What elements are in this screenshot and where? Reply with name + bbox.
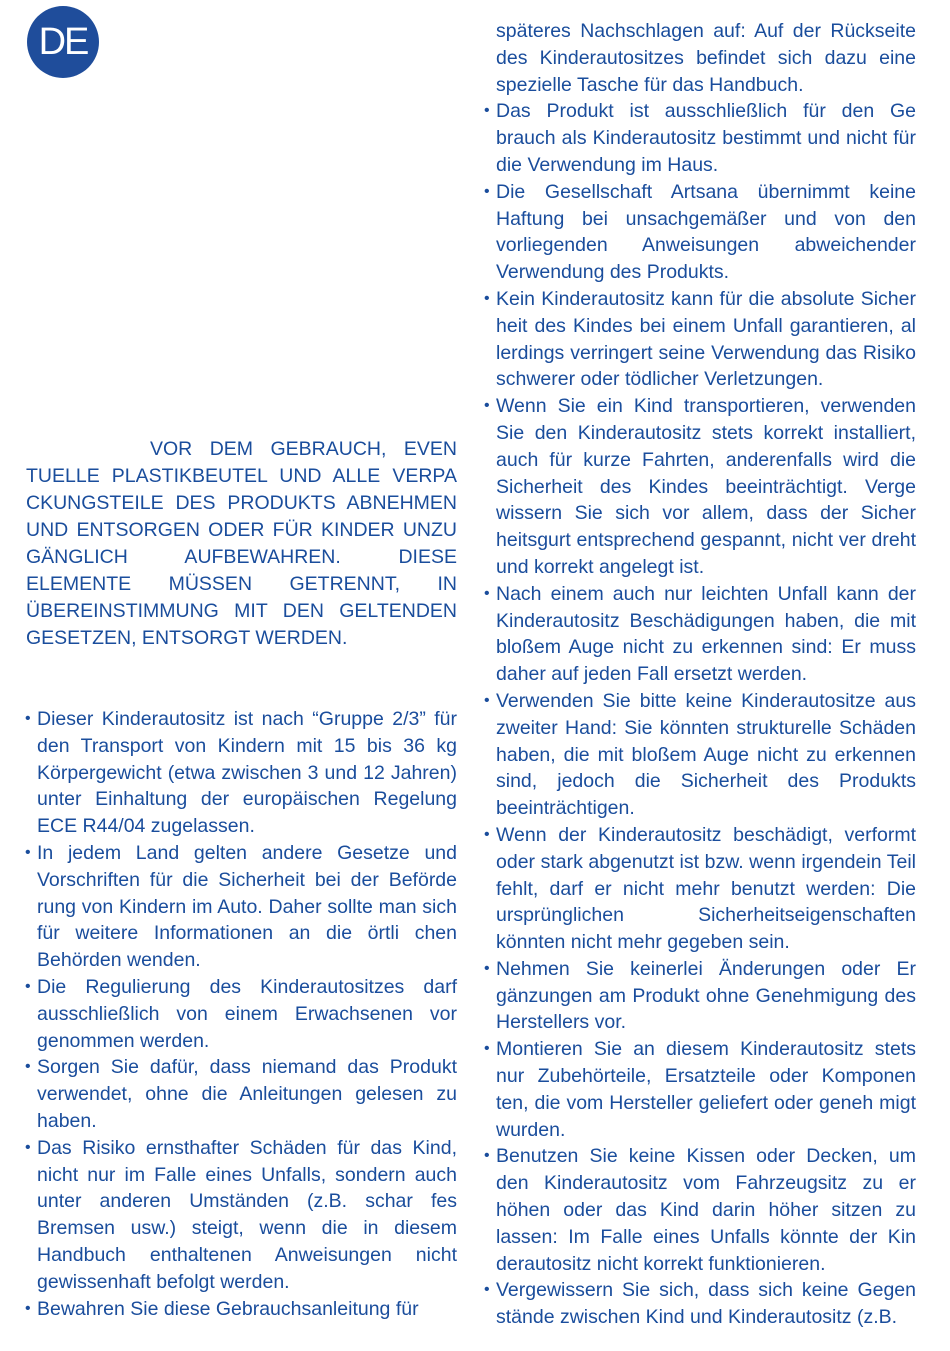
list-item: • Nach einem auch nur leichten Unfall kann der Kinderautositz Beschädigungen haben, die mit bloßem Auge nicht zu erkennen sind: Er muss daher auf jeden Fall ersetzt werden. — [485, 581, 916, 688]
list-item: • Sorgen Sie dafür, dass niemand das Produkt verwendet, ohne die Anleitungen gelesen zu haben. — [26, 1054, 457, 1134]
language-badge — [27, 6, 99, 78]
list-item-continuation: späteres Nachschlagen auf: Auf der Rückseite des Kinderautositzes befindet sich dazu eine spezielle Tasche für das Handbuch. — [496, 20, 916, 96]
list-item: • Dieser Kinderautositz ist nach “Gruppe 2/3” für den Transport von Kindern mit 15 bis 36 kg Körpergewicht (etwa zwischen 3 und 12 Jahren) unter Einhaltung der europäischen Regelung ECE R44/04 zugelassen. — [26, 706, 457, 840]
list-item: • Nehmen Sie keinerlei Änderungen oder Er gänzungen am Produkt ohne Genehmigung des Herstellers vor. — [485, 956, 916, 1036]
list-item: • Die Gesellschaft Artsana übernimmt keine Haftung bei unsachgemäßer und von den vorliegenden Anweisungen abweichender Verwendung des Produkts. — [485, 179, 916, 286]
list-item: • Die Regulierung des Kinderautositzes darf ausschließlich von einem Erwachsenen vor genommen werden. — [26, 974, 457, 1054]
left-column-list — [26, 706, 457, 1322]
list-item: • Das Produkt ist ausschließlich für den Ge brauch als Kinderautositz bestimmt und nicht für die Verwendung im Haus. — [485, 98, 916, 178]
list-item: • Wenn Sie ein Kind transportieren, verwenden Sie den Kinderautositz stets korrekt installiert, auch für kurze Fahrten, anderenfalls wird die Sicherheit des Kindes beeinträchtigt. Verge wissern Sie sich vor allem, dass der Sicher heitsgurt entsprechend gespannt, nicht ver dreht und korrekt angelegt ist. — [485, 393, 916, 581]
list-item: • Vergewissern Sie sich, dass sich keine Gegen stände zwischen Kind und Kinderautositz (z.B. — [485, 1277, 916, 1331]
warning-text: VOR DEM GEBRAUCH, EVEN TUELLE PLASTIKBEUTEL UND ALLE VERPA CKUNGSTEILE DES PRODUKTS ABNEHMEN UND ENTSORGEN ODER FÜR KINDER UNZU GÄNGLICH AUFBEWAHREN. DIESE ELEMENTE MÜSSEN GETRENNT, IN ÜBEREINSTIMMUNG MIT DEN GELTENDEN GESETZEN, ENTSORGT WERDEN. — [26, 438, 457, 649]
list-item: • Wenn der Kinderautositz beschädigt, verformt oder stark abgenutzt ist bzw. wenn irgendein Teil fehlt, darf er nicht mehr benutzt werden: Die ursprünglichen Sicherheitseigenschaften könnten nicht mehr gegeben sein. — [485, 822, 916, 956]
list-item: • Das Risiko ernsthafter Schäden für das Kind, nicht nur im Falle eines Unfalls, sondern auch unter anderen Umständen (z.B. schar fes Bremsen usw.) steigt, wenn die in diesem Handbuch enthaltenen Anweisungen nicht gewissenhaft befolgt werden. — [26, 1135, 457, 1296]
list-item: • Montieren Sie an diesem Kinderautositz stets nur Zubehörteile, Ersatzteile oder Komponen ten, die vom Hersteller geliefert oder geneh migt wurden. — [485, 1036, 916, 1143]
list-item: • Bewahren Sie diese Gebrauchsanleitung für — [26, 1296, 457, 1323]
list-item: • Kein Kinderautositz kann für die absolute Sicher heit des Kindes bei einem Unfall garantieren, al lerdings verringert seine Verwendung das Risiko schwerer oder tödlicher Verletzungen. — [485, 286, 916, 393]
warning-paragraph — [26, 436, 457, 652]
list-item: • Verwenden Sie bitte keine Kinderautositze aus zweiter Hand: Sie könnten strukturelle Schäden haben, die mit bloßem Auge nicht zu erkennen sind, jedoch die Sicherheit des Produkts beeinträchtigen. — [485, 688, 916, 822]
list-item: • Benutzen Sie keine Kissen oder Decken, um den Kinderautositz vom Fahrzeugsitz zu er höhen oder das Kind darin höher sitzen zu lassen: Im Falle eines Unfalls könnte der Kin derautositz nicht korrekt funktionieren. — [485, 1143, 916, 1277]
list-item: • In jedem Land gelten andere Gesetze und Vorschriften für die Sicherheit bei der Beförde rung von Kindern im Auto. Daher sollte man sich für weitere Informationen an die örtli chen Behörden wenden. — [26, 840, 457, 974]
language-badge-label: DE — [38, 20, 88, 63]
right-column-list — [485, 18, 916, 1331]
